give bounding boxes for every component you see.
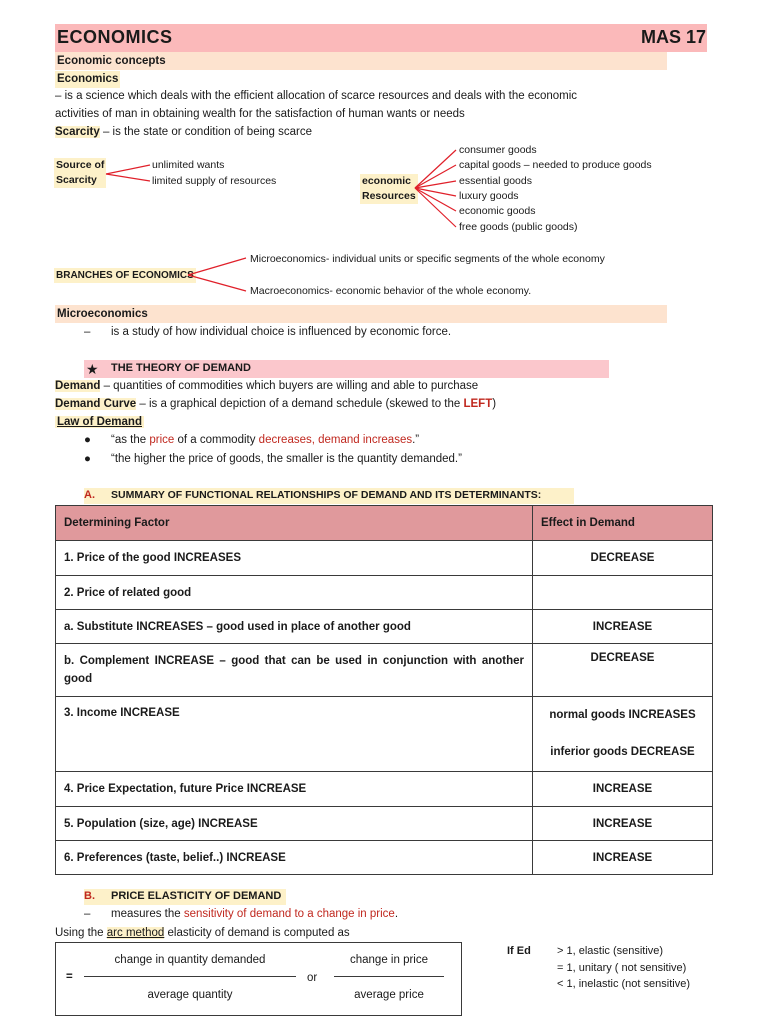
law-statement-2: “the higher the price of goods, the smaller is the quantity demanded.” [111,453,462,465]
factor-cell: 5. Population (size, age) INCREASE [56,807,533,841]
scarcity-definition: – is the state or condition of being scarce [99,126,312,138]
scarcity-line [55,126,312,138]
scarcity-item: limited supply of resources [152,175,277,187]
star-icon: ★ [86,361,99,377]
law1-end: .” [412,434,420,446]
micro-dash: – [84,326,91,338]
factor-cell: 1. Price of the good INCREASES [56,541,533,576]
effect-cell [533,576,713,610]
concepts-heading: Economic concepts [55,52,667,70]
table-header-row [56,506,713,541]
arc-method-line [55,927,350,939]
elasticity-rule: > 1, elastic (sensitive) [557,945,664,957]
resource-item: economic goods [459,205,536,217]
law-bullet: ● [84,434,91,446]
elasticity-rule: = 1, unitary ( not sensitive) [557,962,687,974]
factor-cell: a. Substitute INCREASES – good used in place of another good [56,610,533,644]
demand-curve-term: Demand Curve [55,398,137,410]
source-of-scarcity-label [54,158,106,188]
column-header: Effect in Demand [533,506,713,541]
resource-item: luxury goods [459,190,519,202]
demand-curve-end: ) [492,398,497,410]
table-row [56,576,713,610]
page-title: ECONOMICS [57,27,173,47]
section-b-heading: PRICE ELASTICITY OF DEMAND [111,890,282,902]
demand-line [55,380,478,392]
microeconomics-heading: Microeconomics [55,305,667,323]
effect-cell: INCREASE [533,610,713,644]
demand-term: Demand [55,380,101,392]
course-code: MAS 17 [640,27,706,47]
skew-direction: LEFT [463,398,493,410]
resource-item: free goods (public goods) [459,221,578,233]
demand-definition: – quantities of commodities which buyers are willing and able to purchase [100,380,479,392]
economics-term: Economics [55,71,120,88]
effect-cell: INCREASE [533,772,713,807]
table-row [56,697,713,772]
formula-or: or [307,972,318,984]
section-a-heading: SUMMARY OF FUNCTIONAL RELATIONSHIPS OF DEMAND AND ITS DETERMINANTS: [111,489,542,501]
branch-item-micro: Microeconomics- individual units or specific segments of the whole economy [250,253,605,265]
resource-item: essential goods [459,175,532,187]
formula-numerator-1: change in quantity demanded [114,954,266,966]
demand-curve-line [55,398,496,410]
arc-part-c: elasticity of demand is computed as [164,927,350,939]
measures-emphasis: sensitivity of demand to a change in price [183,908,395,920]
effect-normal-goods: normal goods INCREASES [549,709,696,721]
resource-item: capital goods – needed to produce goods [459,159,652,171]
factor-cell: 2. Price of related good [56,576,533,610]
elasticity-rule: < 1, inelastic (not sensitive) [557,978,690,990]
measures-part-a: measures the [111,908,184,920]
effect-cell: INCREASE [533,841,713,875]
demand-curve-definition: – is a graphical depiction of a demand schedule (skewed to the [136,398,464,410]
factor-cell: 3. Income INCREASE [56,697,533,772]
fraction-bar-1 [84,976,296,977]
law-of-demand-heading: Law of Demand [57,416,142,428]
branches-label: BRANCHES OF ECONOMICS [56,270,194,281]
law1-part-a: “as the [111,434,150,446]
fraction-bar-2 [334,976,444,977]
law1-price: price [149,434,175,446]
resources-label-line-2: Resources [362,190,416,202]
resource-item: consumer goods [459,144,537,156]
arc-method-term: arc method [106,927,165,939]
elasticity-measure-line [111,908,398,920]
effect-cell [533,697,713,772]
table-row [56,772,713,807]
factor-cell: 6. Preferences (taste, belief..) INCREASE [56,841,533,875]
law1-emphasis: decreases, demand increases [258,434,413,446]
scarcity-item: unlimited wants [152,159,225,171]
formula-denominator-1: average quantity [147,989,233,1001]
effect-cell: INCREASE [533,807,713,841]
economics-definition-2: activities of man in obtaining wealth for the satisfaction of human wants or needs [55,108,465,120]
effect-inferior-goods: inferior goods DECREASE [550,746,695,758]
effect-cell: DECREASE [533,541,713,576]
source-label-line-1: Source of [56,159,105,171]
law-bullet: ● [84,453,91,465]
arc-part-a: Using the [55,927,107,939]
table-row [56,541,713,576]
table-row [56,841,713,875]
resources-label-line-1: economic [362,175,412,187]
factor-cell: 4. Price Expectation, future Price INCREASE [56,772,533,807]
economic-resources-label [360,174,418,204]
formula-numerator-2: change in price [350,954,428,966]
branch-item-macro: Macroeconomics- economic behavior of the whole economy. [250,285,532,297]
factor-cell: b. Complement INCREASE – good that can be used in conjunction with another good [56,644,533,697]
section-a-letter: A. [84,489,95,501]
demand-determinants-table [55,505,713,875]
economics-definition-1: – is a science which deals with the efficient allocation of scarce resources and deals with the economic [55,90,578,102]
formula-denominator-2: average price [354,989,424,1001]
law1-part-c: of a commodity [174,434,259,446]
effect-cell: DECREASE [533,644,713,697]
elasticity-label: If Ed [507,945,531,957]
table-row [56,807,713,841]
law-statement-1 [111,434,419,446]
column-header: Determining Factor [56,506,533,541]
table-row [56,644,713,697]
table-row [56,610,713,644]
micro-definition: is a study of how individual choice is influenced by economic force. [111,326,452,338]
source-label-line-2: Scarcity [56,174,97,186]
measures-end: . [394,908,399,920]
scarcity-term: Scarcity [55,126,100,138]
demand-theory-heading: THE THEORY OF DEMAND [111,362,251,374]
formula-equals: = [66,971,73,983]
section-b-dash: – [84,908,91,920]
section-b-letter: B. [84,890,95,902]
